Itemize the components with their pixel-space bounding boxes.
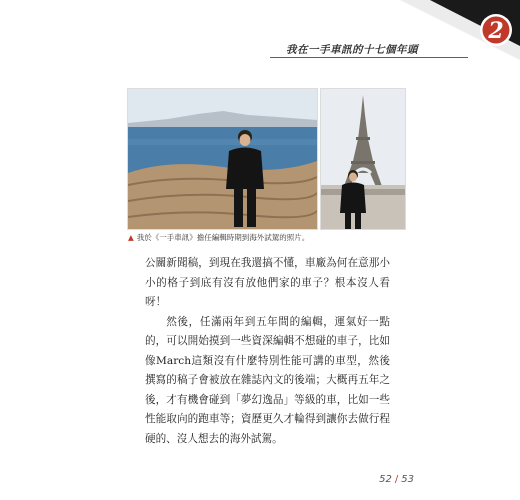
chapter-title: 我在一手車訊的十七個年頭 — [286, 44, 418, 56]
body-text — [145, 254, 390, 449]
photo-seaside-image — [128, 89, 317, 229]
caption-text: 我於《一手車訊》擔任編輯時期到海外試駕的照片。 — [136, 233, 310, 242]
page-number-left: 52 — [379, 474, 392, 485]
photo-caption — [128, 232, 428, 243]
page-numbers — [379, 474, 414, 485]
caption-marker: ▲ — [128, 233, 134, 242]
photo-eiffel — [320, 88, 406, 230]
header-rule — [270, 57, 468, 58]
photo-eiffel-image — [321, 89, 405, 229]
page-number-separator: / — [394, 474, 399, 485]
paragraph-1: 公關新聞稿，到現在我還搞不懂，車廠為何在意那小小的格子到底有沒有放他們家的車子？根本沒人看呀！ — [145, 257, 390, 308]
chapter-number: 2 — [488, 18, 504, 44]
paragraph-2: 然後，任滿兩年到五年間的編輯，運氣好一點的，可以開始摸到一些資深編輯不想碰的車子，比如像March這類沒有什麼特別性能可講的車型，然後撰寫的稿子會被放在雜誌內文的後端；大概再五年之後，才有機會碰到「夢幻逸品」等級的車，比如一些性能取向的跑車等；資歷更久才輪得到讓你去做行程硬的、沒人想去的海外試駕。 — [145, 315, 390, 445]
photo-seaside — [127, 88, 318, 230]
page-number-right: 53 — [401, 474, 414, 485]
